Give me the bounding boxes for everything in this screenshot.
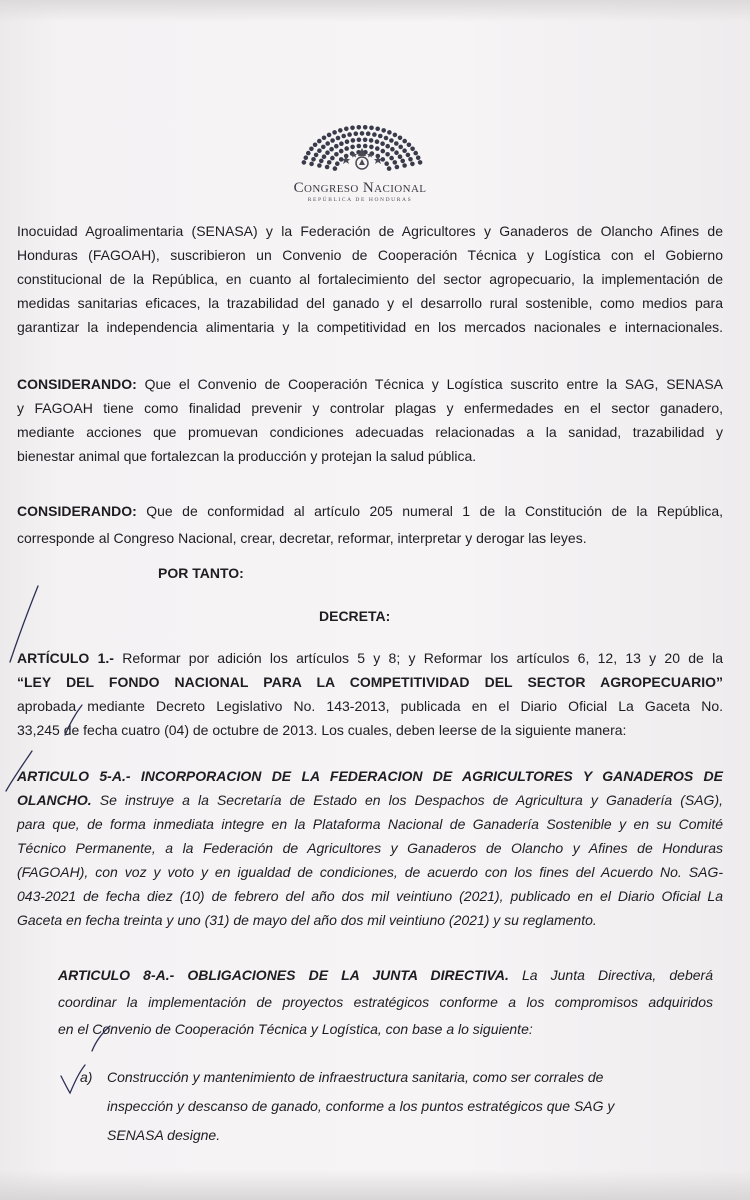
text-line: para que, de forma inmediata integre en la Plataforma Nacional de Ganadería Sostenible y en su Comité [17,816,723,832]
logo-seat-dot [360,131,365,136]
logo-seat-dot [398,154,403,159]
logo-seat-dot [321,145,326,150]
logo-seat-dot [345,139,350,144]
pen-mark-icon [4,582,44,672]
considerando-label: CONSIDERANDO: [17,376,137,392]
logo-seat-dot [402,139,407,144]
page-bottom-shadow [0,1170,750,1200]
text-line: en el Convenio de Cooperación Técnica y Logística, con base a lo siguiente: [58,1021,533,1037]
logo-seat-dot [381,128,386,133]
logo-org-name: Congreso Nacional [293,180,427,196]
text-line: 043-2021 de fecha diez (10) de febrero del año dos mil veintiuno (2021), publicado en el Diario Oficial La [17,888,723,904]
logo-seat-dot [333,166,338,171]
text-line: Inocuidad Agroalimentaria (SENASA) y la Federación de Agricultores y Ganaderos de Olancho Afines de [17,223,723,239]
articulo-8a-heading: ARTICULO 8-A.- OBLIGACIONES DE LA JUNTA DIRECTIVA. [58,967,509,983]
logo-seat-dot [402,148,407,153]
logo-seat-dot [357,138,362,143]
logo-seat-dot [389,156,394,161]
logo-seat-dot [398,145,403,150]
logo-seat-dot [325,141,330,146]
logo-seat-dot [332,130,337,135]
logo-seat-dot [306,151,311,156]
logo-seat-dot [389,138,394,143]
logo-seat-dot [375,139,380,144]
articulo-1-label: ARTÍCULO 1.- [17,650,114,666]
decreta-heading: DECRETA: [319,608,391,624]
text-fragment: Que el Convenio de Cooperación Técnica y Logística suscrito entre la SAG, SENASA [144,376,723,392]
logo-seat-dot [325,150,330,155]
logo-seat-dot [378,134,383,139]
item-a-paragraph [107,1066,667,1147]
pen-mark-icon [62,703,88,737]
logo-seat-dot [406,153,411,158]
logo-seat-dot [354,131,359,136]
text-line: Honduras (FAGOAH), suscribieron un Convenio de Cooperación Técnica y Logística con el Gobierno [17,247,723,263]
articulo-5a-heading: ARTICULO 5-A.- INCORPORACION DE LA FEDERACION DE AGRICULTORES Y GANADEROS DE [17,768,723,784]
logo-seat-dot [319,159,324,164]
logo-seat-dot [410,147,415,152]
logo-seat-dot [393,133,398,138]
logo-seat-dot [400,159,405,164]
logo-seat-dot [369,126,374,131]
logo-seat-dot [334,152,339,157]
text-line: y FAGOAH tiene como finalidad prevenir y controlar plagas y enfermedades en el sector ganadero, [17,400,723,416]
checkmark-icon [58,1062,88,1096]
considerando-paragraph-2 [17,500,723,550]
logo-org-subtitle: REPÚBLICA DE HONDURAS [307,197,413,203]
logo-seat-dot [381,149,386,154]
logo-seat-dot [372,132,377,137]
logo-seat-dot [369,138,374,143]
logo-seat-dot [407,143,412,148]
logo-seat-dot [385,144,390,149]
articulo-1-paragraph [17,647,723,742]
logo-seat-dot [387,166,392,171]
logo-seat-dot [398,136,403,141]
logo-seat-dot [335,161,340,166]
logo-seat-dot [317,139,322,144]
text-fragment: Que de conformidad al artículo 205 numeral 1 de la Constitución de la República, [146,503,723,519]
logo-seat-dot [339,141,344,146]
pen-mark-icon [2,745,42,795]
text-line [17,500,723,523]
logo-seat-dot [395,165,400,170]
logo-seat-dot [384,161,389,166]
articulo-5a-paragraph [17,765,723,932]
text-line: Gaceta en fecha treinta y uno (31) de mayo del año dos mil veintiuno (2021) y su reglamento. [17,912,597,928]
text-line: SENASA designe. [107,1127,221,1143]
logo-seat-dot [330,156,335,161]
logo-seat-dot [350,145,355,150]
logo-seat-dot [363,125,368,130]
logo-seat-dot [418,160,423,165]
text-line [17,373,723,396]
text-line: inspección y descanso de ganado, conforme a los puntos estratégicos que SAG y [107,1098,615,1114]
logo-seat-dot [408,157,413,162]
logo-seat-dot [387,130,392,135]
logo-seat-dot [394,150,399,155]
text-line: bienestar animal que fortalezcan la producción y protejan la salud pública. [17,448,477,464]
logo-seat-dot [413,151,418,156]
considerando-paragraph-1 [17,373,723,468]
logo-seat-dot [322,154,327,159]
logo-seat-dot [314,153,319,158]
logo-seat-dot [304,155,309,160]
por-tanto-heading: POR TANTO: [158,565,244,581]
logo-seat-dot [322,136,327,141]
text-line: garantizar la independencia alimentaria y la competitividad en los mercados nacionales e internacionales. [17,319,723,335]
logo-seat-dot [341,134,346,139]
text-line: Técnico Permanente, a la Federación de Agricultores y Ganaderos de Olancho y Afines de Honduras [17,840,723,856]
logo-seat-dot [327,160,332,165]
text-line [17,647,723,670]
text-line [58,964,713,987]
logo-seat-dot [317,148,322,153]
text-line [17,789,723,812]
law-title: “LEY DEL FONDO NACIONAL PARA LA COMPETITIVIDAD DEL SECTOR AGROPECUARIO” [17,674,723,690]
considerando-label: CONSIDERANDO: [17,503,137,519]
logo-seat-dot [329,147,334,152]
logo-seat-dot [338,128,343,133]
logo-seat-dot [385,152,390,157]
articulo-8a-paragraph [58,964,713,1041]
text-line: constitucional de la República, en cuanto al fortalecimiento del sector agropecuario, la implementación de [17,271,723,287]
logo-seat-dot [347,132,352,137]
logo-seat-dot [390,147,395,152]
text-line: mediante acciones que promuevan condiciones adecuadas relacionadas a la sanidad, trazabilidad y [17,424,723,440]
logo-seat-dot [339,149,344,154]
logo-seat-dot [309,162,314,167]
logo-seat-dot [375,146,380,151]
logo-seat-dot [327,133,332,138]
logo-seat-dot [302,160,307,165]
logo-seat-dot [416,155,421,160]
text-line: Construcción y mantenimiento de infraestructura sanitaria, como ser corrales de [107,1069,604,1085]
logo-seat-dot [410,162,415,167]
logo-seat-dot [350,126,355,131]
logo-seat-dot [344,146,349,151]
text-line: coordinar la implementación de proyectos estratégicos conforme a los compromisos adquiridos [58,994,713,1010]
logo-seat-dot [351,138,356,143]
text-line: (FAGOAH), con voz y voto y en igualdad de condiciones, de acuerdo con los fines del Acuerdo No. SAG- [17,864,723,880]
logo-seat-dot [366,131,371,136]
logo-seat-dot [363,138,368,143]
text-fragment: Reformar por adición los artículos 5 y 8; y Reformar los artículos 6, 12, 13 y 20 de la [122,650,723,666]
logo-seat-dot [325,165,330,170]
item-a-marker: a) [80,1069,93,1085]
logo-seat-dot [330,138,335,143]
logo-seat-dot [393,160,398,165]
logo-seat-dot [369,145,374,150]
logo-seat-dot [375,127,380,132]
logo-seat-dot [336,136,341,141]
text-line: corresponde al Congreso Nacional, crear, decretar, reformar, interpretar y derogar las leyes. [17,530,587,546]
text-line: medidas sanitarias eficaces, la trazabilidad del ganado y el desarrollo rural sostenible, como medios para [17,295,723,311]
logo-seat-dot [380,141,385,146]
logo-seat-dot [311,157,316,162]
logo-seat-dot [344,127,349,132]
logo-seat-dot [363,144,368,149]
pen-mark-icon [88,1023,114,1053]
logo-seat-dot [309,147,314,152]
page-top-shadow [0,0,750,22]
text-line: 33,245 de fecha cuatro (04) de octubre de 2013. Los cuales, deben leerse de la siguiente manera: [17,722,627,738]
logo-seat-dot [317,163,322,168]
text-fragment: La Junta Directiva, deberá [521,967,713,983]
text-fragment: Se instruye a la Secretaría de Estado en los Despachos de Agricultura y Ganadería (SAG), [99,792,723,808]
articulo-5a-heading-cont: OLANCHO. [17,792,92,808]
logo-seat-dot [384,136,389,141]
logo-seat-dot [334,144,339,149]
logo-seat-dot [394,141,399,146]
logo-seat-dot [357,125,362,130]
logo-seat-dot [402,163,407,168]
logo-seat-dot [357,144,362,149]
text-line: aprobada mediante Decreto Legislativo No. 143-2013, publicada en el Diario Oficial La Gaceta No. [17,698,723,714]
logo-seat-dot [313,143,318,148]
intro-paragraph [17,220,723,339]
